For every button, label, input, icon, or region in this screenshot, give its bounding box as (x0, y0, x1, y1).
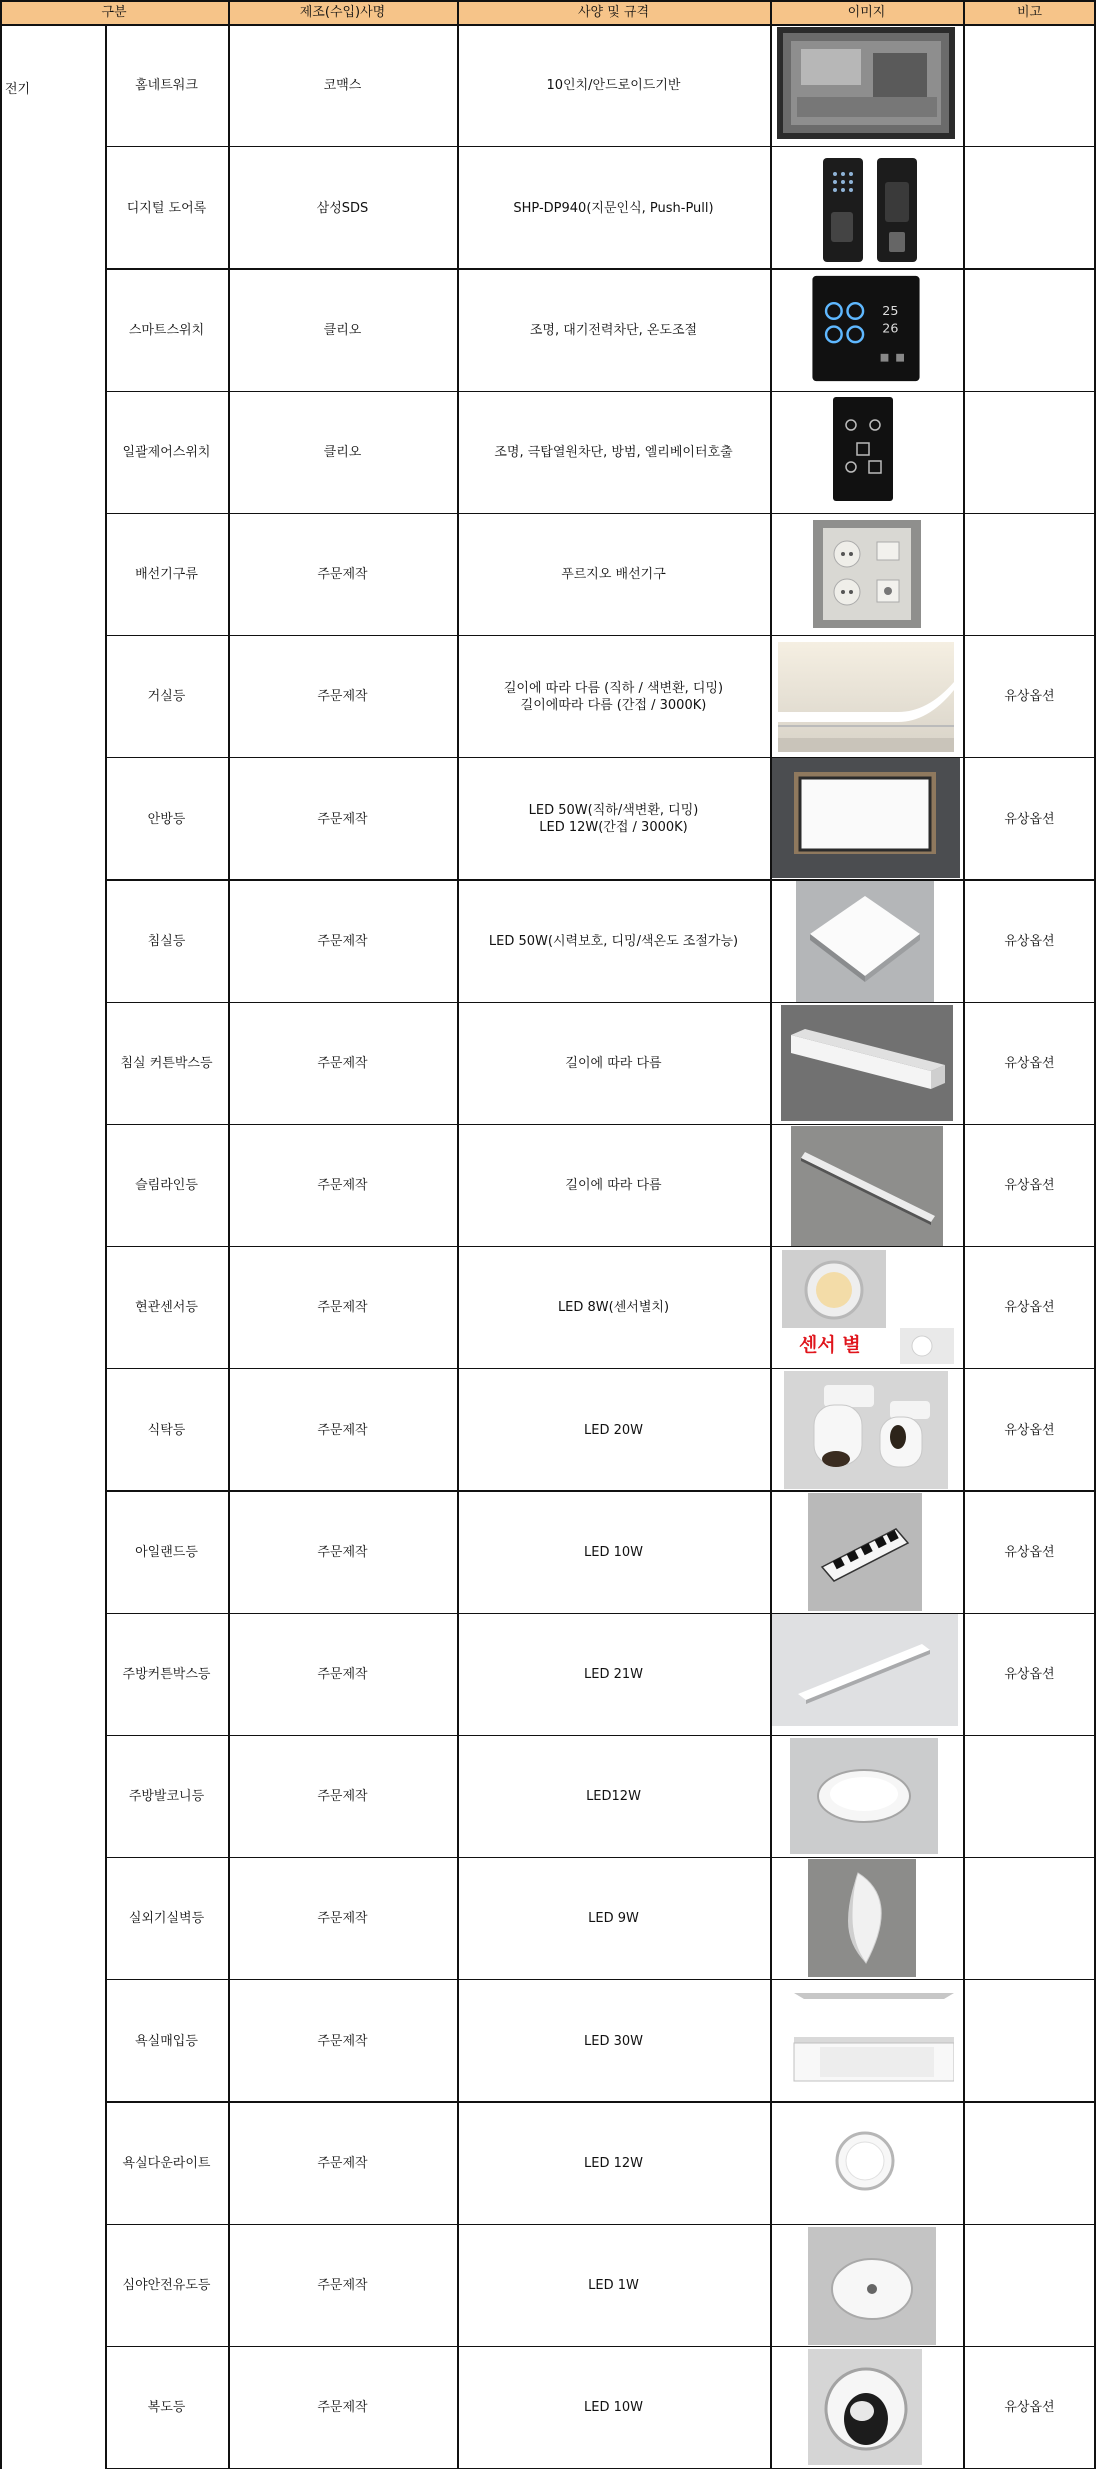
note-text: 유상옵션 (1004, 1422, 1055, 1438)
row-divider (105, 635, 1096, 636)
note-text: 유상옵션 (1004, 689, 1055, 705)
column-divider (228, 0, 230, 2469)
night-guide-light-icon (808, 2227, 936, 2345)
note-text: 유상옵션 (1004, 1178, 1055, 1194)
note-text: 유상옵션 (1004, 1300, 1055, 1316)
note-text (963, 1980, 1096, 2102)
svg-text:26: 26 (882, 320, 899, 336)
spec-text: 조명, 대기전력차단, 온도조절 (529, 322, 698, 338)
curtain-box-light-icon (781, 1005, 953, 1121)
row-divider (105, 1490, 1096, 1491)
item-name: 복도등 (147, 2400, 186, 2416)
cove-light-icon (778, 642, 954, 752)
svg-text:25: 25 (882, 303, 899, 319)
note-text (963, 2102, 1096, 2224)
spec-text: 길이에 따라 다름 (565, 1178, 662, 1194)
linear-bar-light-icon (772, 1614, 958, 1726)
row-divider (105, 2346, 1096, 2347)
note-text (963, 25, 1096, 147)
note-text: 유상옵션 (1004, 1544, 1055, 1560)
spec-text: 10인치/안드로이드기반 (546, 78, 681, 94)
note-text (963, 392, 1096, 514)
manufacturer: 클리오 (323, 444, 362, 460)
manufacturer: 주문제작 (317, 2033, 368, 2049)
manufacturer: 삼성SDS (316, 200, 369, 216)
manufacturer: 주문제작 (317, 1178, 368, 1194)
spec-text: SHP-DP940(지문인식, Push-Pull) (513, 200, 714, 216)
corridor-gimbal-light-icon (808, 2349, 922, 2465)
header-note: 비고 (963, 0, 1096, 25)
master-switch-icon (831, 395, 895, 503)
wall-light-icon (808, 1859, 916, 1977)
row-divider (105, 513, 1096, 514)
item-name: 홈네트워크 (135, 78, 198, 94)
column-divider (0, 0, 2, 2469)
item-name: 현관센서등 (135, 1300, 198, 1316)
header-top-border (0, 0, 1096, 2)
spec-text: LED 1W (588, 2277, 639, 2293)
manufacturer: 주문제작 (317, 2277, 368, 2293)
note-text: 유상옵션 (1004, 1666, 1055, 1682)
manufacturer: 주문제작 (317, 2400, 368, 2416)
note-text (963, 1736, 1096, 1858)
item-name: 실외기실벽등 (128, 1911, 205, 1927)
header-bottom-border (0, 24, 1096, 26)
header-manufacturer: 제조(수입)사명 (228, 0, 457, 25)
item-name: 배선기구류 (135, 567, 198, 583)
door-lock-icon (815, 152, 925, 264)
row-divider (105, 879, 1096, 880)
row-divider (105, 1246, 1096, 1247)
note-text (963, 514, 1096, 636)
spec-text: 길이에 따라 다름 (직하 / 색변환, 디밍) 길이에따라 다름 (간접 / 3000K) (503, 680, 724, 714)
sensor-callout-label: 센서 별 (799, 1334, 861, 1356)
note-text (963, 1858, 1096, 1980)
manufacturer: 주문제작 (317, 567, 368, 583)
spec-text: LED 21W (584, 1666, 643, 1682)
row-divider (105, 1857, 1096, 1858)
bath-downlight-icon (815, 2107, 915, 2215)
recessed-bath-light-icon (784, 1983, 954, 2095)
note-text (963, 2225, 1096, 2347)
manufacturer: 주문제작 (317, 1300, 368, 1316)
wallpad-screen-icon (777, 27, 955, 139)
outlet-icon (813, 520, 921, 628)
item-name: 욕실매입등 (135, 2033, 198, 2049)
spec-text: LED 20W (584, 1422, 643, 1438)
note-text: 유상옵션 (1004, 933, 1055, 949)
category-label: 전기 (5, 82, 31, 97)
header-category: 구분 (0, 0, 228, 25)
row-divider (105, 268, 1096, 269)
manufacturer: 코맥스 (323, 78, 362, 94)
row-divider (105, 391, 1096, 392)
item-name: 침실 커튼박스등 (120, 1055, 213, 1071)
header-spec: 사양 및 규격 (457, 0, 770, 25)
manufacturer: 주문제작 (317, 2155, 368, 2171)
note-text: 유상옵션 (1004, 2400, 1055, 2416)
manufacturer: 주문제작 (317, 1911, 368, 1927)
spec-text: LED 8W(센서별치) (557, 1300, 670, 1316)
row-divider (105, 146, 1096, 147)
manufacturer: 주문제작 (317, 811, 368, 827)
note-text (963, 269, 1096, 391)
multi-spot-icon (808, 1493, 922, 1611)
column-divider (1094, 0, 1096, 2469)
item-name: 주방커튼박스등 (122, 1666, 211, 1682)
spec-text: 길이에 따라 다름 (565, 1055, 662, 1071)
slim-line-light-icon (791, 1126, 943, 1246)
spec-text: LED12W (586, 1789, 641, 1805)
spec-text: LED 10W (584, 1544, 643, 1560)
manufacturer: 주문제작 (317, 689, 368, 705)
spec-text: LED 50W(직하/색변환, 디밍) LED 12W(간접 / 3000K) (528, 802, 699, 836)
column-divider (457, 0, 459, 2469)
panel-light-icon (770, 758, 960, 878)
row-divider (105, 757, 1096, 758)
item-name: 슬림라인등 (135, 1178, 198, 1194)
manufacturer: 주문제작 (317, 1544, 368, 1560)
item-name: 욕실다운라이트 (122, 2155, 211, 2171)
manufacturer: 주문제작 (317, 1789, 368, 1805)
item-name: 심야안전유도등 (122, 2277, 211, 2293)
note-text: 유상옵션 (1004, 1055, 1055, 1071)
spec-text: LED 9W (588, 1911, 639, 1927)
row-divider (105, 1124, 1096, 1125)
item-name: 주방발코니등 (128, 1789, 205, 1805)
item-name: 스마트스위치 (128, 322, 205, 338)
item-name: 침실등 (147, 933, 186, 949)
manufacturer: 주문제작 (317, 933, 368, 949)
spec-text: LED 12W (584, 2155, 643, 2171)
spec-text: LED 50W(시력보호, 디밍/색온도 조절가능) (488, 933, 739, 949)
item-name: 디지털 도어록 (126, 200, 207, 216)
round-downlight-icon (790, 1738, 938, 1854)
square-panel-icon (796, 880, 934, 1002)
row-divider (105, 1735, 1096, 1736)
spec-text: LED 10W (584, 2400, 643, 2416)
item-name: 안방등 (147, 811, 186, 827)
row-divider (105, 2224, 1096, 2225)
note-text: 유상옵션 (1004, 811, 1055, 827)
spot-light-icon (784, 1371, 948, 1489)
item-name: 아일랜드등 (135, 1544, 198, 1560)
manufacturer: 주문제작 (317, 1666, 368, 1682)
row-divider (105, 2101, 1096, 2102)
manufacturer: 클리오 (323, 322, 362, 338)
manufacturer: 주문제작 (317, 1422, 368, 1438)
item-name: 거실등 (147, 689, 186, 705)
item-name: 일괄제어스위치 (122, 444, 211, 460)
spec-text: 조명, 극탑열원차단, 방범, 엘리베이터호출 (494, 444, 733, 460)
row-divider (105, 1979, 1096, 1980)
spec-text: 푸르지오 배선기구 (561, 567, 666, 583)
item-name: 식탁등 (147, 1422, 186, 1438)
manufacturer: 주문제작 (317, 1055, 368, 1071)
smart-switch-icon (807, 272, 925, 385)
note-text (963, 147, 1096, 269)
row-divider (105, 1613, 1096, 1614)
row-divider (105, 1002, 1096, 1003)
spec-text: LED 30W (584, 2033, 643, 2049)
column-divider (963, 0, 965, 2469)
header-image: 이미지 (770, 0, 963, 25)
column-divider (770, 0, 772, 2469)
row-divider (105, 1368, 1096, 1369)
